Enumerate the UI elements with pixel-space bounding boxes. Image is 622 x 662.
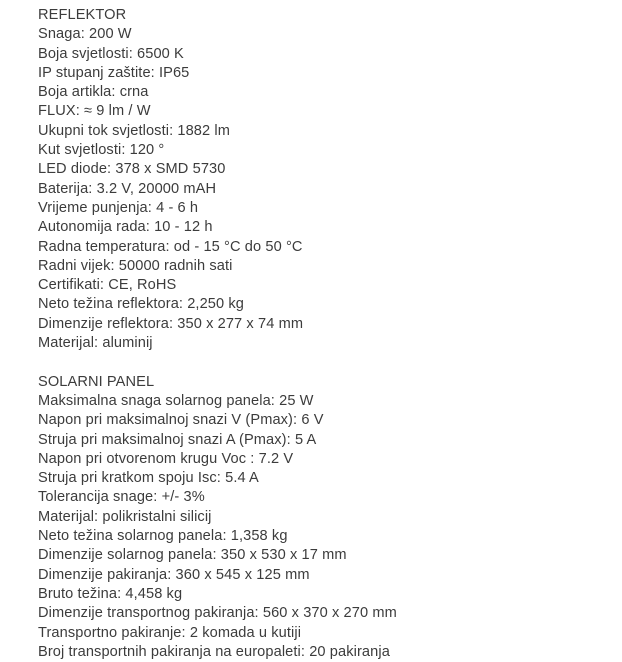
spec-line: Baterija: 3.2 V, 20000 mAH [38, 180, 217, 197]
spec-line: Napon pri otvorenom krugu Voc : 7.2 V [38, 450, 294, 467]
spec-line: Struja pri maksimalnoj snazi A (Pmax): 5 A [38, 431, 317, 448]
spec-line: Napon pri maksimalnoj snazi V (Pmax): 6 V [38, 412, 324, 429]
spec-line: Materijal: aluminij [38, 335, 153, 352]
spec-line: IP stupanj zaštite: IP65 [38, 64, 190, 81]
spec-line: Dimenzije solarnog panela: 350 x 530 x 17 mm [38, 547, 347, 564]
spec-line: Neto težina reflektora: 2,250 kg [38, 296, 245, 313]
spec-line: Kut svjetlosti: 120 ° [38, 142, 165, 159]
spec-line: Boja artikla: crna [38, 84, 149, 101]
spec-line: Maksimalna snaga solarnog panela: 25 W [38, 392, 314, 409]
spec-line: Boja svjetlosti: 6500 K [38, 45, 184, 62]
section-title: REFLEKTOR [38, 7, 127, 23]
spec-line: FLUX: ≈ 9 lm / W [38, 103, 151, 120]
spec-line: Struja pri kratkom spoju Isc: 5.4 A [38, 470, 259, 487]
spec-line: Transportno pakiranje: 2 komada u kutiji [38, 624, 302, 641]
section-title: SOLARNI PANEL [38, 373, 155, 390]
spec-line: Neto težina solarnog panela: 1,358 kg [38, 528, 288, 545]
spec-section-solarni-panel [38, 373, 612, 662]
spec-line: Tolerancija snage: +/- 3% [38, 489, 205, 506]
spec-line: Materijal: polikristalni silicij [38, 508, 212, 525]
spec-line: Broj transportnih pakiranja na europaleti: 20 pakiranja [38, 643, 390, 660]
spec-line: Ukupni tok svjetlosti: 1882 lm [38, 122, 230, 139]
spec-line: Dimenzije pakiranja: 360 x 545 x 125 mm [38, 566, 310, 583]
spec-line: LED diode: 378 x SMD 5730 [38, 161, 226, 178]
spec-line: Bruto težina: 4,458 kg [38, 585, 183, 602]
spec-line: Radni vijek: 50000 radnih sati [38, 257, 233, 274]
spec-line: Vrijeme punjenja: 4 - 6 h [38, 199, 199, 216]
spec-line: Snaga: 200 W [38, 26, 132, 43]
spec-line: Dimenzije transportnog pakiranja: 560 x 370 x 270 mm [38, 605, 397, 622]
spec-line: Radna temperatura: od - 15 °C do 50 °C [38, 238, 303, 255]
spec-line: Autonomija rada: 10 - 12 h [38, 219, 213, 236]
spec-line: Dimenzije reflektora: 350 x 277 x 74 mm [38, 315, 304, 332]
spec-section-reflektor [38, 6, 612, 353]
spec-line: Certifikati: CE, RoHS [38, 277, 177, 294]
